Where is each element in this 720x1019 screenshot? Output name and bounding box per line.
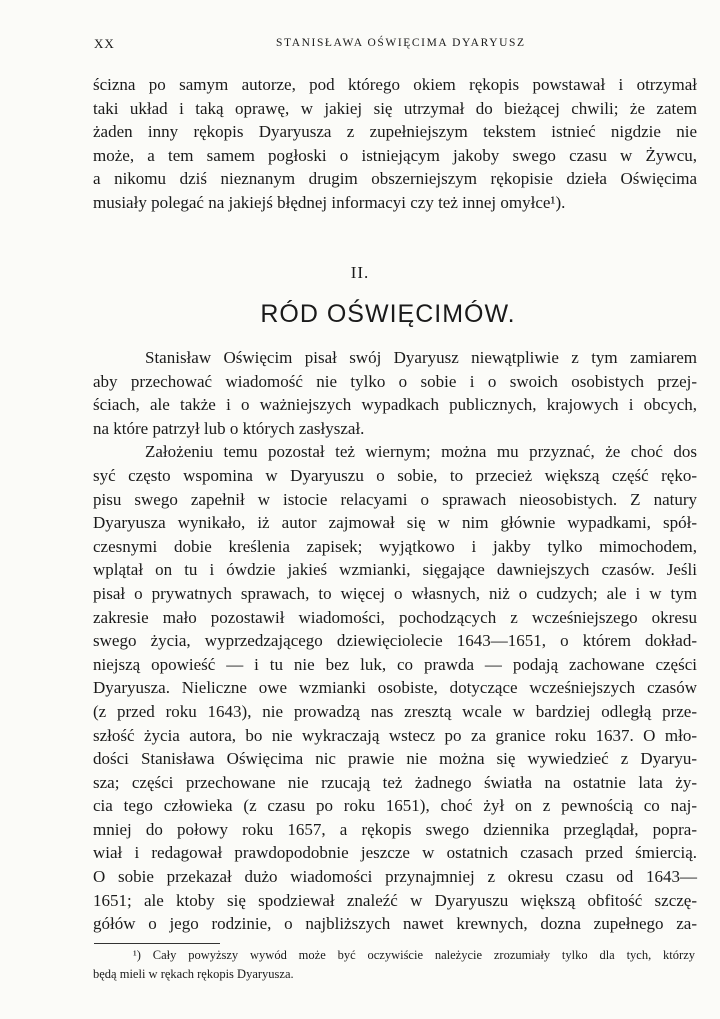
text-line: taki układ i taką oprawę, w jakiej się utrzymał do bieżącej chwili; że zatem xyxy=(93,98,697,118)
text-line: cia tego człowieka (z czasu po roku 1651), choć żył on z pewnością co naj- xyxy=(93,796,697,816)
section-body xyxy=(93,346,697,936)
text-line: sza; części przechowane nie rzucają też żadnego światła na ostatnie lata ży- xyxy=(93,772,697,792)
text-line: musiały polegać na jakiejś błędnej informacyi czy też innej omyłce¹). xyxy=(93,192,566,212)
text-line: Stanisław Oświęcim pisał swój Dyaryusz niewątpliwie z tym zamiarem xyxy=(145,348,697,367)
page-number: XX xyxy=(94,36,115,51)
text-line: aby przechować wiadomość nie tylko o sobie i o swoich osobistych przej- xyxy=(93,371,697,391)
text-line: swego życia, wyprzedzającego dziewięciolecie 1643—1651, o którem dokład- xyxy=(93,631,697,651)
text-line: gółów o jego rodzinie, o najbliższych nawet krewnych, dozna zupełnego za- xyxy=(93,914,697,934)
text-line: ścizna po samym autorze, pod którego okiem rękopis powstawał i otrzymał xyxy=(93,75,697,94)
paragraph-2 xyxy=(93,440,697,935)
text-line: Założeniu temu pozostał też wiernym; można mu przyznać, że choć dos xyxy=(145,442,697,462)
section-number: II. xyxy=(350,263,370,282)
text-line: pisał o prywatnych sprawach, to więcej o własnych, niż o cudzych; ale i w tym xyxy=(93,583,697,603)
text-line: (z przed roku 1643), nie prowadzą nas zresztą wcale w bardziej odległą prze- xyxy=(93,701,697,721)
text-line: syć często wspomina w Dyaryuszu o sobie, to przecież większą część ręko- xyxy=(93,465,697,485)
footnote-line: będą mieli w rękach rękopis Dyaryusza. xyxy=(93,967,294,981)
text-line: wiał i redagował prawdopodobnie jeszcze w ostatnich czasach przed śmiercią. xyxy=(93,843,697,863)
text-line: a nikomu dziś nieznanym drugim obszerniejszym rękopisie dzieła Oświęcima xyxy=(93,169,697,189)
text-line: ściach, ale także i o ważniejszych wypadkach publicznych, krajowych i obcych, xyxy=(93,395,697,415)
running-head xyxy=(94,36,696,56)
text-line: wplątał on tu i ówdzie jakieś wzmianki, sięgające dawniejszych czasów. Jeśli xyxy=(93,560,697,580)
footnote-rule xyxy=(94,943,220,944)
text-line: dości Stanisława Oświęcima nic prawie nie można się wywiedzieć z Dyaryu- xyxy=(93,749,697,769)
running-title: STANISŁAWA OŚWIĘCIMA DYARYUSZ xyxy=(276,37,526,49)
footnote xyxy=(93,946,695,984)
text-line: Dyaryusza. Nieliczne owe wzmianki osobiste, dotyczące wcześniejszych czasów xyxy=(93,678,697,698)
paragraph-1 xyxy=(93,346,697,440)
text-line: Dyaryusza wynikało, iż autor zajmował się w nim głównie wypadkami, spół- xyxy=(93,513,697,533)
text-line: na które patrzył lub o których zasłyszał. xyxy=(93,418,365,438)
text-line: czesnymi dobie kreślenia zapisek; wyjątkowo i jakby tylko mimochodem, xyxy=(93,536,697,556)
text-line: szłość życia autora, bo nie wykraczają wstecz po za granice roku 1637. O mło- xyxy=(93,725,697,745)
text-line: zakresie mało pozostawił wiadomości, pochodzących z wcześniejszego okresu xyxy=(93,607,697,627)
text-line: żaden inny rękopis Dyaryusza z zupełniejszym tekstem istnieć nigdzie nie xyxy=(93,122,697,142)
footnote-line: ¹) Cały powyższy wywód może być oczywiście należycie zrozumiały tylko dla tych, którzy xyxy=(133,948,695,962)
intro-paragraph xyxy=(93,73,697,215)
text-line: mniej do połowy roku 1657, a rękopis swego dziennika przeglądał, popra- xyxy=(93,819,697,839)
text-line: O sobie przekazał dużo wiadomości przynajmniej z okresu czasu od 1643— xyxy=(93,867,697,887)
text-line: pisu swego zapełnił w istocie relacyami o sprawach nieosobistych. Z natury xyxy=(93,489,697,509)
section-title: RÓD OŚWIĘCIMÓW. xyxy=(260,300,516,328)
text-line: 1651; ale ktoby się spodziewał znaleźć w Dyaryuszu większą obfitość szczę- xyxy=(93,890,697,910)
text-line: niejszą opowieść — i tu nie bez luk, co prawda — podają zachowane części xyxy=(93,654,697,674)
text-line: może, a tem samem pogłoski o istniejącym jakoby swego czasu w Żywcu, xyxy=(93,145,697,165)
